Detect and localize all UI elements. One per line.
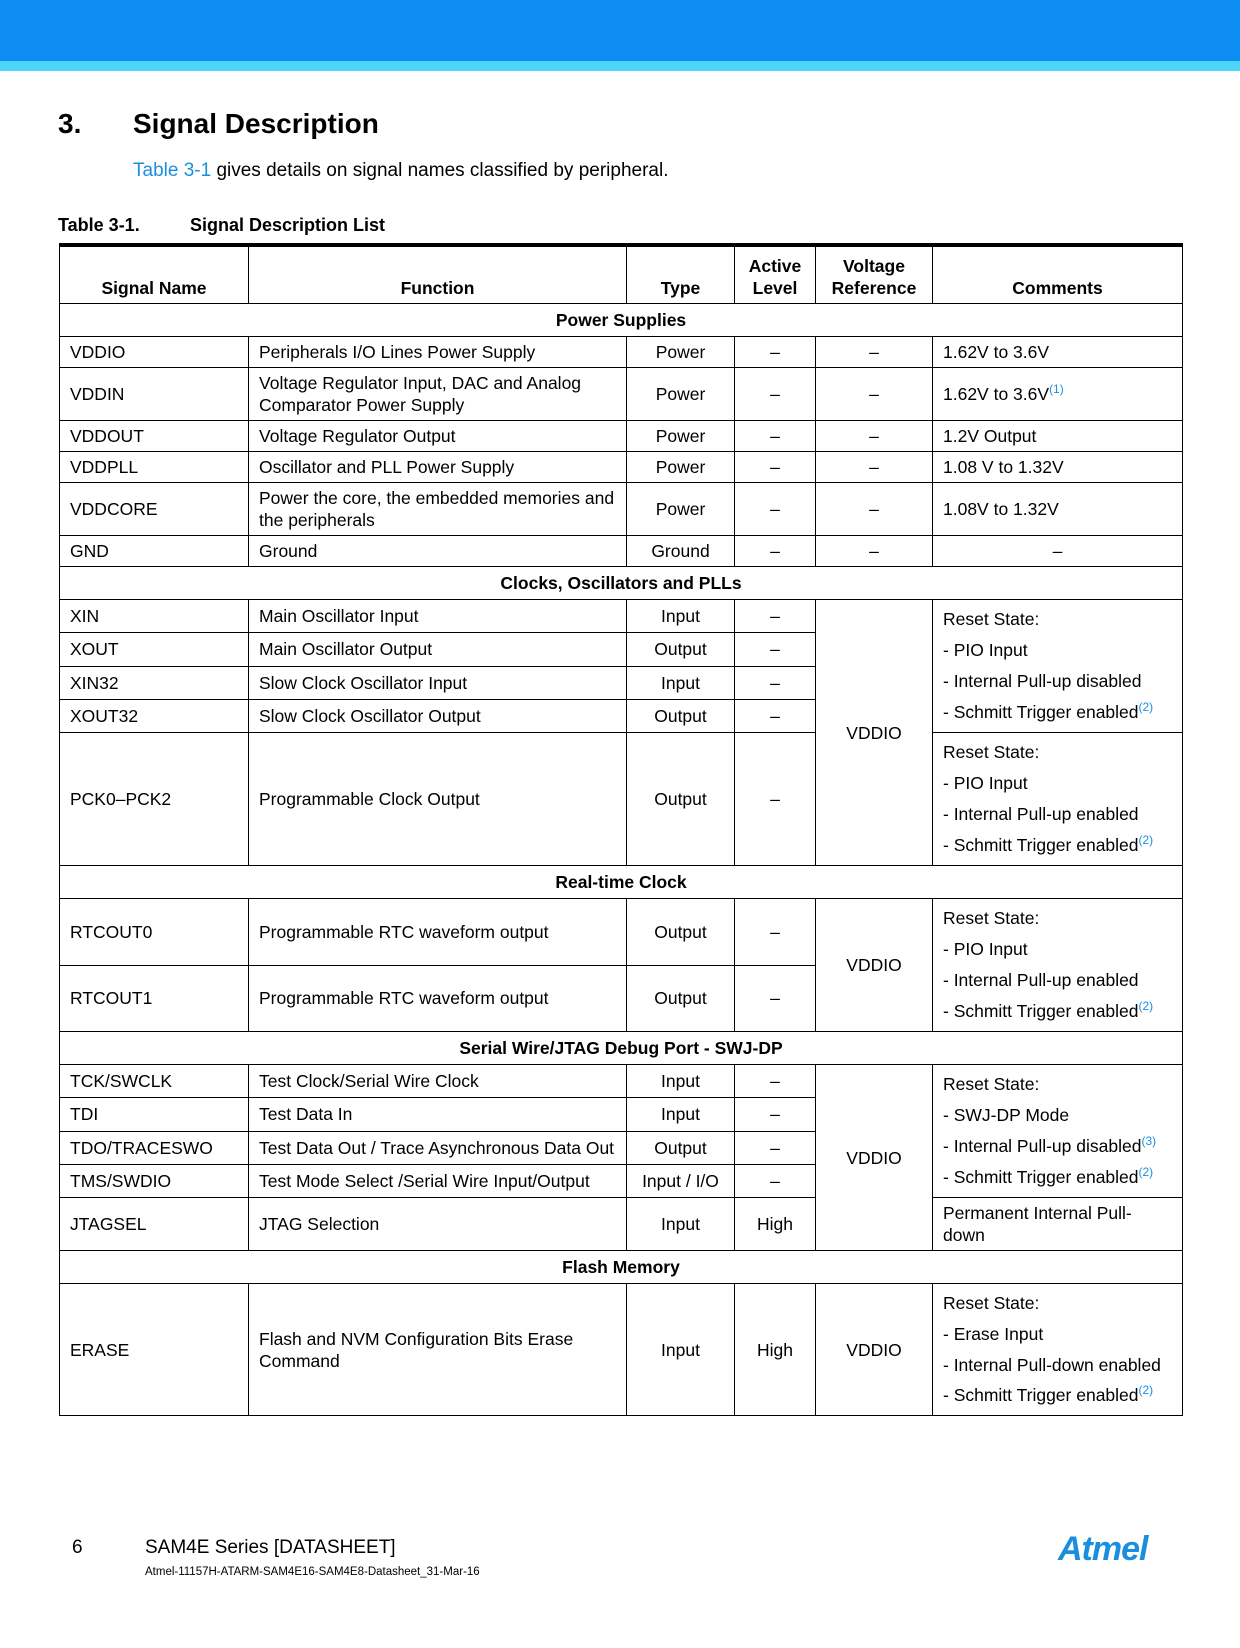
header-voltage-line2: Reference [831, 278, 917, 298]
header-signal-name: Signal Name [60, 245, 249, 304]
signal-type: Input [627, 1198, 735, 1251]
comment-line: Reset State: [943, 1293, 1040, 1313]
signal-type: Output [627, 965, 735, 1032]
comment-line: - Erase Input [943, 1324, 1044, 1344]
signal-level: – [735, 633, 816, 666]
header-function: Function [249, 245, 627, 304]
intro-text: gives details on signal names classified by peripheral. [211, 160, 669, 181]
table-link[interactable]: Table 3-1 [133, 160, 212, 181]
signal-comment: – [933, 536, 1183, 567]
signal-function: Main Oscillator Input [249, 600, 627, 633]
signal-vref: – [816, 536, 933, 567]
comment-text: - Schmitt Trigger enabled [943, 1001, 1139, 1021]
signal-type: Input [627, 1065, 735, 1098]
table-caption-number: Table 3-1. [58, 215, 140, 235]
header-voltage-reference [816, 245, 933, 304]
section-row [60, 1032, 1183, 1065]
comment-text: - Schmitt Trigger enabled [943, 1167, 1139, 1187]
signal-type: Power [627, 483, 735, 536]
comment-line: - Internal Pull-down enabled [943, 1355, 1161, 1375]
comment-line: - Internal Pull-up enabled [943, 804, 1139, 824]
comment-text: 1.62V to 3.6V [943, 384, 1050, 404]
comment-text: - Schmitt Trigger enabled [943, 702, 1139, 722]
signal-name: RTCOUT0 [60, 899, 249, 966]
page-number: 6 [72, 1537, 83, 1558]
comment-line: - Internal Pull-up enabled [943, 970, 1139, 990]
signal-function: Programmable Clock Output [249, 733, 627, 866]
section-clocks: Clocks, Oscillators and PLLs [60, 567, 1183, 600]
signal-function: JTAG Selection [249, 1198, 627, 1251]
signal-type: Input / I/O [627, 1164, 735, 1197]
signal-function: Slow Clock Oscillator Input [249, 666, 627, 699]
header-comments: Comments [933, 245, 1183, 304]
signal-level: – [735, 1098, 816, 1131]
signal-level: High [735, 1284, 816, 1416]
signal-comment [933, 899, 1183, 1032]
signal-type: Output [627, 699, 735, 732]
signal-type: Power [627, 452, 735, 483]
signal-type: Input [627, 1098, 735, 1131]
signal-name: XIN32 [60, 666, 249, 699]
signal-comment [933, 600, 1183, 733]
comment-line [943, 830, 1172, 861]
signal-name: JTAGSEL [60, 1198, 249, 1251]
comment-text: - Schmitt Trigger enabled [943, 835, 1139, 855]
table-row [60, 368, 1183, 421]
footnote-ref[interactable]: (2) [1138, 1383, 1154, 1398]
table-row [60, 600, 1183, 633]
signal-name: GND [60, 536, 249, 567]
section-swj-dp: Serial Wire/JTAG Debug Port - SWJ-DP [60, 1032, 1183, 1065]
comment-line: Reset State: [943, 742, 1040, 762]
signal-type: Input [627, 1284, 735, 1416]
comment-line: - SWJ-DP Mode [943, 1105, 1070, 1125]
signal-level: – [735, 337, 816, 368]
signal-function: Test Mode Select /Serial Wire Input/Output [249, 1164, 627, 1197]
signal-comment [933, 368, 1183, 421]
signal-function: Test Data In [249, 1098, 627, 1131]
signal-level: – [735, 536, 816, 567]
signal-function: Flash and NVM Configuration Bits Erase Command [249, 1284, 627, 1416]
header-band [0, 0, 1240, 61]
table-row [60, 899, 1183, 966]
signal-type: Power [627, 368, 735, 421]
table-row [60, 337, 1183, 368]
signal-vref: – [816, 452, 933, 483]
signal-name: VDDOUT [60, 421, 249, 452]
section-power-supplies: Power Supplies [60, 304, 1183, 337]
signal-name: RTCOUT1 [60, 965, 249, 1032]
signal-comment [933, 1065, 1183, 1198]
signal-name: VDDPLL [60, 452, 249, 483]
signal-type: Power [627, 421, 735, 452]
signal-level: – [735, 368, 816, 421]
table-row [60, 483, 1183, 536]
signal-vref: VDDIO [816, 600, 933, 866]
signal-type: Input [627, 600, 735, 633]
signal-comment: 1.08 V to 1.32V [933, 452, 1183, 483]
signal-name: VDDCORE [60, 483, 249, 536]
signal-level: – [735, 483, 816, 536]
signal-level: – [735, 965, 816, 1032]
signal-level: – [735, 666, 816, 699]
comment-line: Reset State: [943, 609, 1040, 629]
signal-level: – [735, 452, 816, 483]
signal-vref: – [816, 337, 933, 368]
header-active-line1: Active [748, 256, 802, 276]
signal-level: – [735, 699, 816, 732]
footnote-ref[interactable]: (2) [1138, 833, 1154, 848]
signal-function: Test Clock/Serial Wire Clock [249, 1065, 627, 1098]
signal-function: Power the core, the embedded memories and the peripherals [249, 483, 627, 536]
atmel-logo: Atmel [1058, 1530, 1148, 1568]
comment-line [943, 1162, 1172, 1193]
signal-function: Programmable RTC waveform output [249, 899, 627, 966]
signal-function: Ground [249, 536, 627, 567]
signal-function: Test Data Out / Trace Asynchronous Data Out [249, 1131, 627, 1164]
comment-line: - PIO Input [943, 939, 1028, 959]
comment-text: - Schmitt Trigger enabled [943, 1385, 1139, 1405]
comment-text: - Internal Pull-up disabled [943, 1136, 1142, 1156]
intro-paragraph [133, 160, 668, 182]
signal-level: – [735, 600, 816, 633]
comment-line: - Internal Pull-up disabled [943, 671, 1142, 691]
signal-name: VDDIN [60, 368, 249, 421]
signal-type: Ground [627, 536, 735, 567]
comment-line: - PIO Input [943, 773, 1028, 793]
footnote-ref[interactable]: (3) [1141, 1134, 1157, 1149]
table-row [60, 421, 1183, 452]
signal-comment: Permanent Internal Pull-down [933, 1198, 1183, 1251]
footnote-ref[interactable]: (1) [1049, 382, 1064, 397]
signal-level: – [735, 421, 816, 452]
header-type: Type [627, 245, 735, 304]
section-row [60, 866, 1183, 899]
signal-comment [933, 1284, 1183, 1416]
signal-function: Oscillator and PLL Power Supply [249, 452, 627, 483]
signal-type: Output [627, 899, 735, 966]
header-active-line2: Level [752, 278, 798, 298]
comment-line: - PIO Input [943, 640, 1028, 660]
table-row [60, 452, 1183, 483]
signal-description-table [59, 243, 1183, 1416]
table-row [60, 1284, 1183, 1416]
section-flash-memory: Flash Memory [60, 1251, 1183, 1284]
table-row [60, 1065, 1183, 1098]
comment-line [943, 697, 1172, 728]
signal-level: – [735, 899, 816, 966]
signal-name: ERASE [60, 1284, 249, 1416]
signal-vref: – [816, 368, 933, 421]
signal-function: Voltage Regulator Output [249, 421, 627, 452]
signal-vref: VDDIO [816, 899, 933, 1032]
signal-type: Output [627, 733, 735, 866]
footnote-ref[interactable]: (2) [1138, 700, 1154, 715]
document-title: SAM4E Series [DATASHEET] [145, 1537, 396, 1558]
header-voltage-line1: Voltage [843, 256, 905, 276]
signal-vref: – [816, 483, 933, 536]
signal-function: Voltage Regulator Input, DAC and Analog Comparator Power Supply [249, 368, 627, 421]
comment-line: Reset State: [943, 1074, 1040, 1094]
section-rtc: Real-time Clock [60, 866, 1183, 899]
comment-line: Reset State: [943, 908, 1040, 928]
document-id: Atmel-11157H-ATARM-SAM4E16-SAM4E8-Datasheet_31-Mar-16 [145, 1566, 480, 1578]
header-active-level [735, 245, 816, 304]
footnote-ref[interactable]: (2) [1138, 999, 1154, 1014]
signal-type: Power [627, 337, 735, 368]
signal-function: Main Oscillator Output [249, 633, 627, 666]
section-row [60, 1251, 1183, 1284]
signal-function: Slow Clock Oscillator Output [249, 699, 627, 732]
signal-function: Peripherals I/O Lines Power Supply [249, 337, 627, 368]
signal-level: – [735, 1131, 816, 1164]
table-caption-title: Signal Description List [190, 215, 386, 235]
signal-comment: 1.2V Output [933, 421, 1183, 452]
header-accent-band [0, 61, 1240, 71]
signal-level: – [735, 1164, 816, 1197]
signal-name: XOUT32 [60, 699, 249, 732]
signal-type: Input [627, 666, 735, 699]
comment-line [943, 1131, 1172, 1162]
table-row [60, 733, 1183, 866]
signal-comment: 1.62V to 3.6V [933, 337, 1183, 368]
signal-vref: VDDIO [816, 1284, 933, 1416]
footnote-ref[interactable]: (2) [1138, 1165, 1154, 1180]
section-row [60, 304, 1183, 337]
signal-name: VDDIO [60, 337, 249, 368]
section-number: 3. [58, 108, 82, 139]
signal-level: High [735, 1198, 816, 1251]
signal-name: XOUT [60, 633, 249, 666]
signal-vref: – [816, 421, 933, 452]
signal-name: TDO/TRACESWO [60, 1131, 249, 1164]
signal-name: TDI [60, 1098, 249, 1131]
signal-name: XIN [60, 600, 249, 633]
signal-comment [933, 733, 1183, 866]
table-row [60, 1198, 1183, 1251]
section-title: Signal Description [133, 108, 379, 139]
table-row [60, 536, 1183, 567]
table-header-row [60, 245, 1183, 304]
signal-level: – [735, 1065, 816, 1098]
signal-type: Output [627, 633, 735, 666]
signal-function: Programmable RTC waveform output [249, 965, 627, 1032]
signal-name: TMS/SWDIO [60, 1164, 249, 1197]
signal-name: PCK0–PCK2 [60, 733, 249, 866]
signal-vref: VDDIO [816, 1065, 933, 1251]
signal-type: Output [627, 1131, 735, 1164]
signal-comment: 1.08V to 1.32V [933, 483, 1183, 536]
comment-line [943, 996, 1172, 1027]
comment-line [943, 1380, 1172, 1411]
section-row [60, 567, 1183, 600]
signal-name: TCK/SWCLK [60, 1065, 249, 1098]
signal-level: – [735, 733, 816, 866]
